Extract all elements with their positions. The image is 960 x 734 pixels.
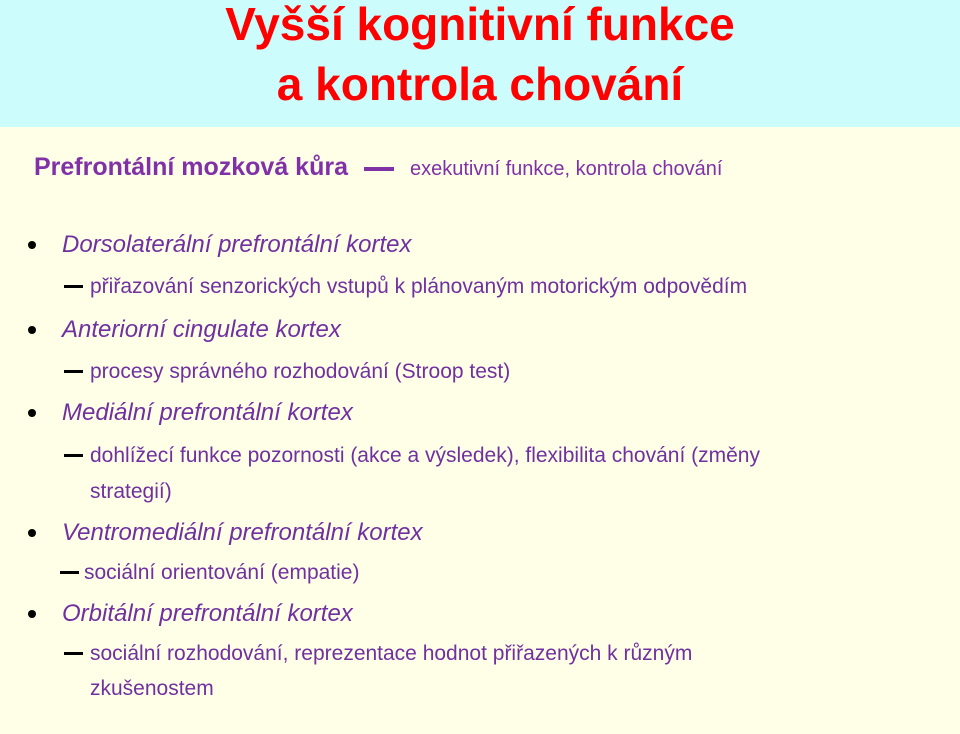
item-heading-label: Dorsolaterální prefrontální kortex	[62, 231, 412, 258]
subtitle-dash	[364, 167, 394, 171]
item-desc-medial-line2: strategií)	[90, 480, 172, 503]
item-heading-label: Mediální prefrontální kortex	[62, 399, 353, 426]
dash-icon	[64, 454, 83, 457]
item-heading-label: Ventromediální prefrontální kortex	[62, 519, 423, 546]
bullet-icon	[28, 326, 36, 334]
item-desc-dorsolateral: přiřazování senzorických vstupů k plánovaným motorickým odpovědím	[90, 275, 748, 298]
item-heading-label: Anteriorní cingulate kortex	[62, 316, 341, 343]
dash-icon	[64, 652, 83, 655]
item-heading-dorsolateral	[28, 230, 412, 260]
dash-icon	[64, 370, 83, 373]
subtitle-sub: exekutivní funkce, kontrola chování	[409, 158, 723, 180]
slide-title-line2: a kontrola chování	[276, 58, 684, 110]
item-desc-medial-line1: dohlížecí funkce pozornosti (akce a výsledek), flexibilita chování (změny	[90, 444, 760, 467]
item-heading-medial	[28, 398, 353, 428]
bullet-icon	[28, 610, 36, 618]
item-heading-orbital	[28, 599, 353, 629]
slide-title-line1: Vyšší kognitivní funkce	[225, 0, 735, 50]
dash-icon	[60, 571, 79, 574]
item-desc-orbital-line1: sociální rozhodování, reprezentace hodnot přiřazených k různým	[90, 642, 693, 665]
item-desc-orbital-line2: zkušenostem	[90, 677, 214, 700]
bullet-icon	[28, 409, 36, 417]
bullet-icon	[28, 529, 36, 537]
item-heading-ventromedial	[28, 518, 423, 548]
item-heading-label: Orbitální prefrontální kortex	[62, 600, 353, 627]
subtitle-main: Prefrontální mozková kůra	[34, 153, 348, 181]
subtitle	[34, 153, 722, 182]
item-desc-ventromedial: sociální orientování (empatie)	[84, 561, 360, 584]
item-heading-anterior-cingulate	[28, 315, 341, 345]
dash-icon	[64, 285, 83, 288]
bullet-icon	[28, 241, 36, 249]
item-desc-anterior-cingulate: procesy správného rozhodování (Stroop test)	[90, 360, 511, 383]
